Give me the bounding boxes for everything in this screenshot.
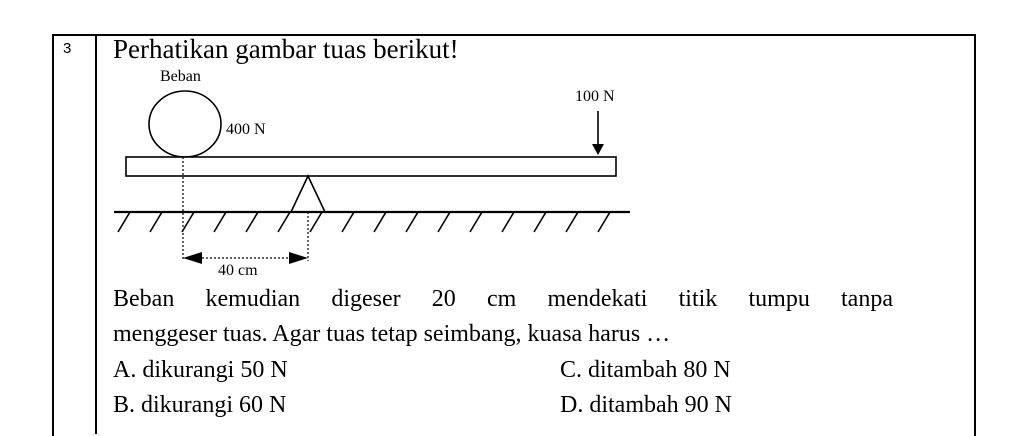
question-body-line-2: menggeser tuas. Agar tuas tetap seimbang, kuasa harus … (113, 321, 671, 347)
option-b: B. dikurangi 60 N (113, 392, 287, 418)
lever-beam (126, 157, 616, 176)
load-label: Beban (160, 68, 201, 85)
load-ball (149, 91, 221, 157)
option-c: C. ditambah 80 N (560, 357, 731, 383)
fulcrum (291, 176, 325, 212)
option-a: A. dikurangi 50 N (113, 357, 288, 383)
effort-force-label: 100 N (575, 88, 615, 105)
distance-arrow-right (289, 252, 308, 264)
effort-arrow-head (592, 144, 604, 155)
option-d: D. ditambah 90 N (560, 392, 732, 418)
lever-diagram (100, 66, 660, 281)
number-column-divider (95, 34, 97, 434)
distance-arrow-left (183, 252, 202, 264)
question-title: Perhatikan gambar tuas berikut! (113, 34, 459, 64)
ground-hatching (118, 212, 610, 232)
question-number: 3 (63, 40, 72, 57)
load-force-label: 400 N (226, 121, 266, 138)
question-body-line-1: Beban kemudian digeser 20 cm mendekati titik tumpu tanpa (113, 286, 893, 312)
distance-label: 40 cm (218, 262, 258, 279)
